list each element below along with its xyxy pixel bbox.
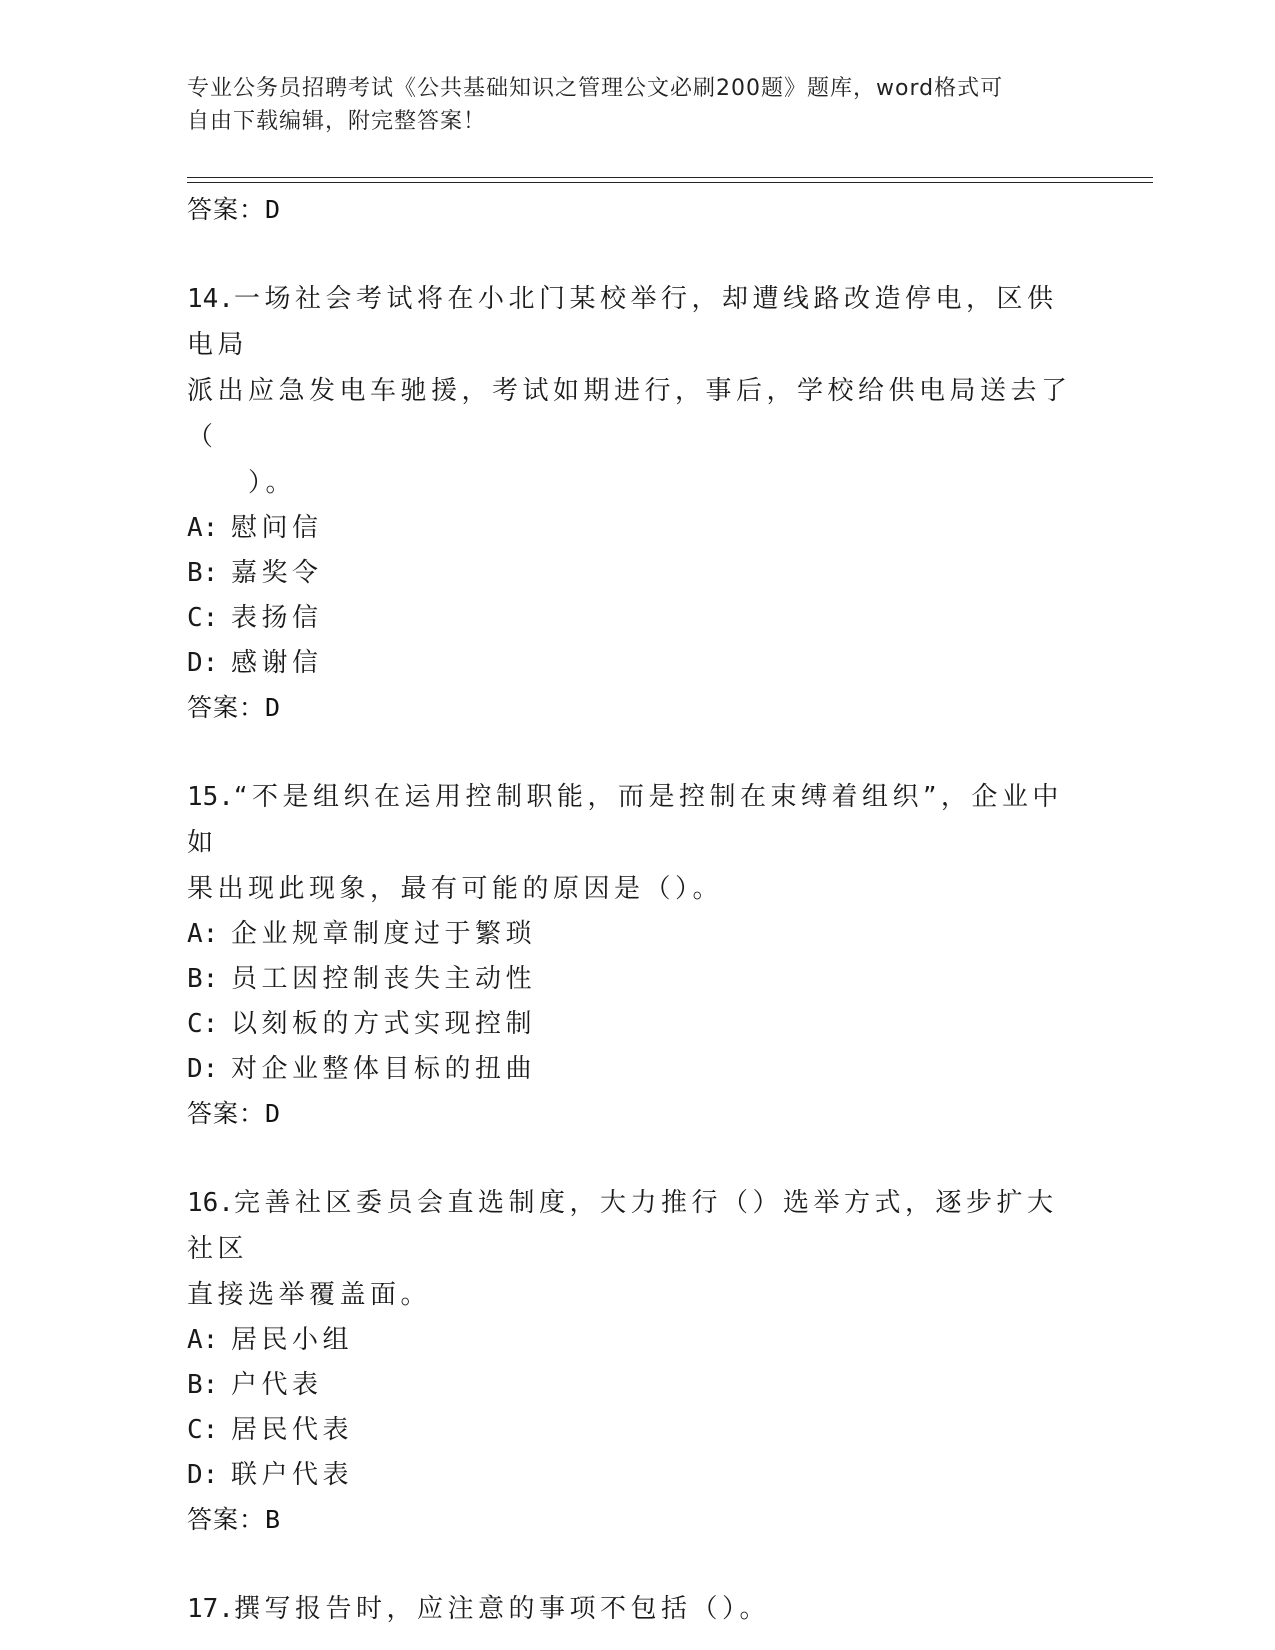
option-key: C: — [187, 1415, 219, 1445]
question-line — [187, 774, 1087, 866]
option-c — [187, 1408, 1087, 1453]
answer-value: B — [265, 1505, 282, 1534]
question-block-16 — [187, 1180, 1087, 1542]
option-key: D: — [187, 1054, 219, 1084]
option-key: C: — [187, 603, 219, 633]
option-a — [187, 912, 1087, 957]
header-divider-top — [187, 177, 1153, 178]
question-text: 一场社会考试将在小北门某校举行，却遭线路改造停电，区供电局 — [187, 284, 1058, 360]
question-number: 15. — [187, 782, 234, 812]
header-line-1: 专业公务员招聘考试《公共基础知识之管理公文必刷200题》题库，word格式可 — [187, 76, 1004, 101]
option-c — [187, 1002, 1087, 1047]
question-text: 撰写报告时，应注意的事项不包括（）。 — [233, 1594, 770, 1624]
option-key: B: — [187, 964, 219, 994]
option-b — [187, 551, 1087, 596]
option-a — [187, 506, 1087, 551]
option-key: D: — [187, 1460, 219, 1490]
option-key: B: — [187, 558, 219, 588]
option-key: A: — [187, 513, 219, 543]
answer-line — [187, 1498, 1087, 1542]
question-text: 完善社区委员会直选制度，大力推行（）选举方式，逐步扩大社区 — [187, 1188, 1058, 1264]
question-line: 直接选举覆盖面。 — [187, 1280, 432, 1310]
option-text: 企业规章制度过于繁琐 — [231, 919, 537, 949]
question-text: “不是组织在运用控制职能，而是控制在束缚着组织”，企业中如 — [187, 782, 1063, 858]
option-text: 居民代表 — [231, 1415, 354, 1445]
question-number: 17. — [187, 1594, 234, 1624]
answer-value: D — [265, 1099, 282, 1128]
header-divider-bottom — [187, 182, 1153, 183]
option-key: A: — [187, 919, 219, 949]
question-line — [187, 1180, 1087, 1272]
answer-line — [187, 188, 1087, 232]
option-key: D: — [187, 648, 219, 678]
option-text: 员工因控制丧失主动性 — [231, 964, 537, 994]
option-key: C: — [187, 1009, 219, 1039]
question-block-14 — [187, 276, 1087, 730]
option-key: A: — [187, 1325, 219, 1355]
answer-label: 答案： — [187, 1505, 266, 1534]
option-b — [187, 957, 1087, 1002]
option-d — [187, 641, 1087, 686]
answer-label: 答案： — [187, 693, 266, 722]
option-text: 联户代表 — [231, 1460, 354, 1490]
question-block-15 — [187, 774, 1087, 1136]
option-d — [187, 1453, 1087, 1498]
question-line — [187, 1586, 1087, 1632]
answer-line — [187, 686, 1087, 730]
answer-line — [187, 1092, 1087, 1136]
option-text: 表扬信 — [231, 603, 323, 633]
page-header — [187, 72, 1067, 138]
option-text: 居民小组 — [231, 1325, 354, 1355]
document-body — [187, 188, 1087, 1632]
option-text: 对企业整体目标的扭曲 — [231, 1054, 537, 1084]
option-key: B: — [187, 1370, 219, 1400]
answer-label: 答案： — [187, 1099, 266, 1128]
question-number: 16. — [187, 1188, 234, 1218]
option-text: 以刻板的方式实现控制 — [231, 1009, 537, 1039]
option-d — [187, 1047, 1087, 1092]
spacer — [187, 1542, 1087, 1586]
spacer — [187, 730, 1087, 774]
header-line-2: 自由下载编辑，附完整答案！ — [187, 109, 487, 134]
answer-label: 答案： — [187, 195, 266, 224]
option-text: 慰问信 — [231, 513, 323, 543]
question-block-17 — [187, 1586, 1087, 1632]
answer-value: D — [265, 195, 282, 224]
answer-value: D — [265, 693, 282, 722]
option-text: 嘉奖令 — [231, 558, 323, 588]
option-a — [187, 1318, 1087, 1363]
option-text: 感谢信 — [231, 648, 323, 678]
spacer — [187, 232, 1087, 276]
question-line: 派出应急发电车驰援，考试如期进行，事后，学校给供电局送去了（ — [187, 376, 1072, 452]
question-line — [187, 276, 1087, 368]
option-b — [187, 1363, 1087, 1408]
option-c — [187, 596, 1087, 641]
question-line: ）。 — [187, 468, 297, 498]
option-text: 户代表 — [231, 1370, 323, 1400]
spacer — [187, 1136, 1087, 1180]
question-number: 14. — [187, 284, 234, 314]
question-line: 果出现此现象，最有可能的原因是（）。 — [187, 874, 724, 904]
